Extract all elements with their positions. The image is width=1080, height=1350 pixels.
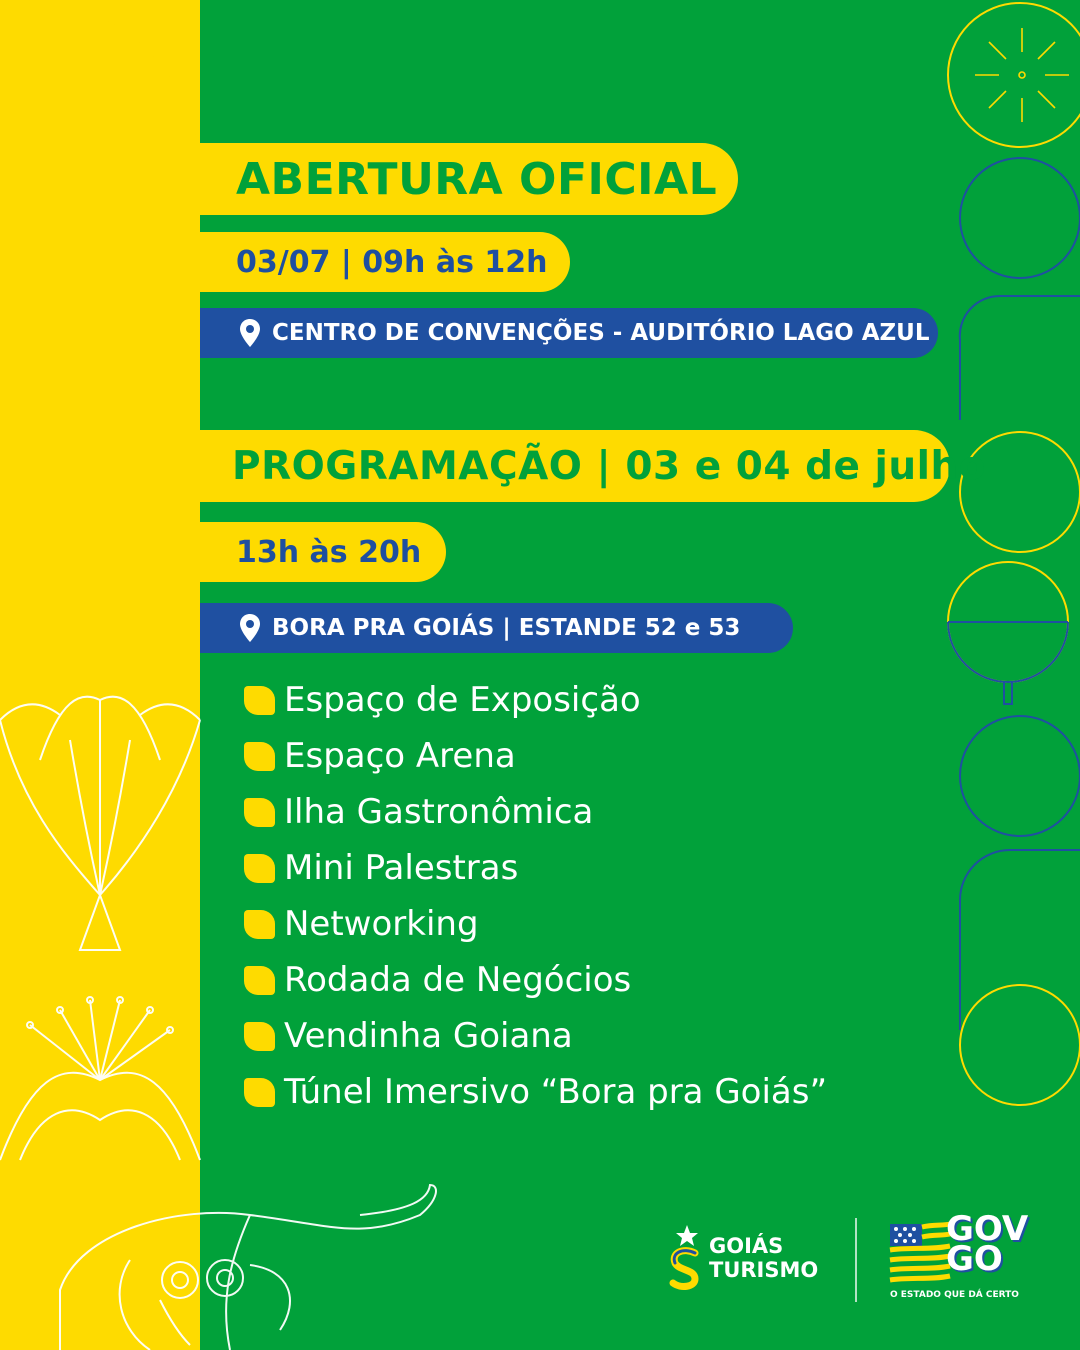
program-time: 13h às 20h xyxy=(236,534,422,570)
list-item xyxy=(244,784,827,840)
opening-title: ABERTURA OFICIAL xyxy=(236,153,718,205)
list-item xyxy=(244,952,827,1008)
goias-turismo-logo xyxy=(665,1222,835,1294)
govgo-logo xyxy=(888,1209,1038,1304)
opening-location-bar xyxy=(200,308,938,358)
list-item-label: Ilha Gastronômica xyxy=(284,792,594,832)
opening-title-pill xyxy=(200,143,738,215)
list-item xyxy=(244,672,827,728)
govgo-tagline: O ESTADO QUE DÁ CERTO xyxy=(890,1290,1019,1300)
opening-datetime: 03/07 | 09h às 12h xyxy=(236,244,548,280)
list-item-label: Networking xyxy=(284,904,479,944)
list-item xyxy=(244,728,827,784)
goias-turismo-s-icon xyxy=(665,1223,705,1293)
program-title-pill xyxy=(200,430,987,502)
list-item xyxy=(244,1064,827,1120)
list-item xyxy=(244,840,827,896)
bullet-icon xyxy=(244,742,275,771)
goias-flag-icon xyxy=(888,1218,952,1284)
bull-head-outline-icon xyxy=(60,1185,436,1350)
bullet-icon xyxy=(244,686,275,715)
list-item-label: Vendinha Goiana xyxy=(284,1016,573,1056)
list-item-label: Túnel Imersivo “Bora pra Goiás” xyxy=(284,1072,828,1112)
program-location: BORA PRA GOIÁS | ESTANDE 52 e 53 xyxy=(272,615,741,641)
bullet-icon xyxy=(244,854,275,883)
sun-rays xyxy=(975,28,1069,122)
opening-datetime-pill xyxy=(200,232,570,292)
list-item-label: Espaço de Exposição xyxy=(284,680,641,720)
program-time-pill xyxy=(200,522,446,582)
bullet-icon xyxy=(244,910,275,939)
program-activities-list xyxy=(244,672,827,1120)
govgo-line1: GOV xyxy=(946,1209,1029,1249)
list-item-label: Rodada de Negócios xyxy=(284,960,632,1000)
bullet-icon xyxy=(244,1022,275,1051)
bullet-icon xyxy=(244,798,275,827)
bullet-icon xyxy=(244,1078,275,1107)
govgo-wordmark xyxy=(946,1209,1029,1279)
list-item xyxy=(244,1008,827,1064)
opening-location: CENTRO DE CONVENÇÕES - AUDITÓRIO LAGO AZUL xyxy=(272,320,930,346)
list-item xyxy=(244,896,827,952)
flower-outline-icon xyxy=(0,697,200,1160)
turismo-line2: TURISMO xyxy=(709,1258,819,1282)
logo-divider xyxy=(855,1218,857,1302)
bullet-icon xyxy=(244,966,275,995)
list-item-label: Espaço Arena xyxy=(284,736,516,776)
program-location-bar xyxy=(200,603,793,653)
location-pin-icon xyxy=(238,613,262,643)
list-item-label: Mini Palestras xyxy=(284,848,519,888)
govgo-line2: GO xyxy=(946,1239,1003,1279)
turismo-line1: GOIÁS xyxy=(709,1234,784,1258)
location-pin-icon xyxy=(238,318,262,348)
program-title: PROGRAMAÇÃO | 03 e 04 de julho xyxy=(232,443,987,489)
